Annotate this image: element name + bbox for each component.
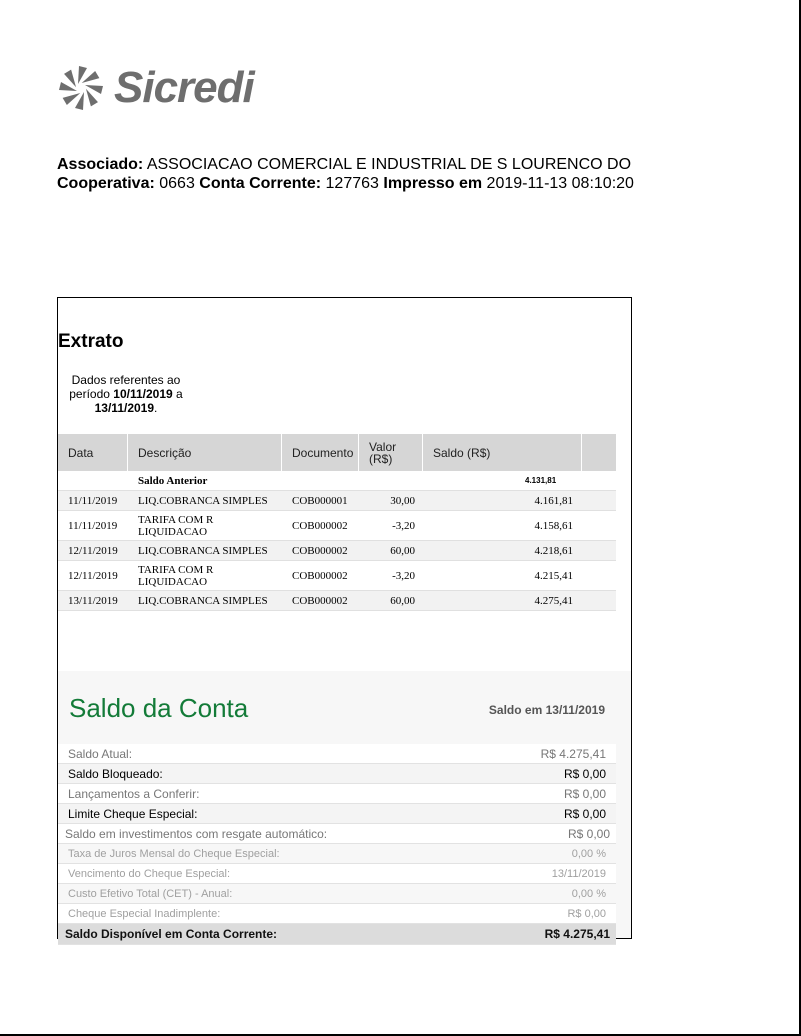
impresso-value: 2019-11-13 08:10:20 — [486, 175, 634, 192]
saldo-em-date: Saldo em 13/11/2019 — [488, 703, 605, 717]
summary-label: Saldo Atual: — [68, 746, 133, 761]
summary-label: Vencimento do Cheque Especial: — [68, 867, 231, 880]
row-descricao: TARIFA COM R LIQUIDACAO — [138, 563, 214, 588]
row-valor: -3,20 — [392, 569, 415, 582]
row-valor: 30,00 — [390, 494, 415, 507]
saldo-anterior-label: Saldo Anterior — [138, 475, 208, 487]
row-data: 12/11/2019 — [68, 569, 118, 582]
summary-label: Saldo em investimentos com resgate automático: — [65, 826, 328, 841]
total-label: Saldo Disponível em Conta Corrente: — [65, 927, 278, 941]
row-documento: COB000002 — [292, 594, 348, 607]
row-valor: -3,20 — [392, 519, 415, 532]
table-row — [58, 561, 616, 591]
summary-label: Limite Cheque Especial: — [68, 806, 198, 821]
statement-box — [57, 297, 632, 939]
row-saldo: 4.161,81 — [534, 494, 573, 507]
row-data: 12/11/2019 — [68, 544, 118, 557]
sicredi-logo — [56, 60, 254, 116]
account-header — [57, 155, 634, 193]
row-data: 11/11/2019 — [68, 494, 118, 507]
row-data: 13/11/2019 — [68, 594, 118, 607]
summary-value: R$ 0,00 — [567, 826, 610, 841]
row-saldo: 4.215,41 — [534, 569, 573, 582]
row-descricao: LIQ.COBRANCA SIMPLES — [138, 494, 268, 507]
table-row — [58, 491, 616, 511]
total-value: R$ 4.275,41 — [544, 927, 610, 941]
cooperativa-line — [57, 174, 634, 193]
col-documento: Documento — [282, 434, 359, 471]
summary-label: Taxa de Juros Mensal do Cheque Especial: — [68, 847, 280, 860]
summary-label: Custo Efetivo Total (CET) - Anual: — [68, 887, 233, 900]
table-header — [58, 434, 616, 471]
summary-value: 0,00 % — [571, 847, 606, 860]
col-descricao: Descrição — [128, 434, 282, 471]
inadimplente-row — [58, 904, 616, 924]
limite-cheque-row — [58, 804, 616, 824]
periodo-mid: a — [176, 387, 183, 401]
table-row — [58, 591, 616, 611]
cooperativa-label: Cooperativa: — [57, 175, 155, 192]
col-data: Data — [58, 434, 128, 471]
logo-text: Sicredi — [114, 63, 254, 112]
row-descricao: LIQ.COBRANCA SIMPLES — [138, 544, 268, 557]
row-valor: 60,00 — [390, 594, 415, 607]
extrato-title: Extrato — [58, 331, 124, 352]
sicredi-pinwheel-icon — [56, 63, 106, 113]
summary-value: 13/11/2019 — [551, 867, 606, 880]
conta-value: 127763 — [325, 175, 379, 192]
cooperativa-value: 0663 — [159, 175, 195, 192]
vencimento-row — [58, 864, 616, 884]
summary-value: R$ 4.275,41 — [540, 746, 606, 761]
col-empty — [582, 434, 616, 471]
saldo-anterior-row — [58, 472, 616, 491]
col-valor — [359, 434, 423, 471]
row-documento: COB000002 — [292, 519, 348, 532]
row-data: 11/11/2019 — [68, 519, 118, 532]
col-valor-label: Valor (R$) — [369, 439, 397, 466]
taxa-juros-row — [58, 844, 616, 864]
associado-line — [57, 155, 634, 174]
row-documento: COB000002 — [292, 569, 348, 582]
summary-value: R$ 0,00 — [563, 786, 606, 801]
summary-value: R$ 0,00 — [563, 766, 606, 781]
periodo-start: 10/11/2019 — [113, 387, 173, 401]
saldo-da-conta-title: Saldo da Conta — [69, 693, 249, 723]
summary-label: Saldo Bloqueado: — [68, 766, 163, 781]
row-saldo: 4.218,61 — [534, 544, 573, 557]
periodo-text — [64, 373, 188, 415]
summary-value: R$ 0,00 — [567, 907, 606, 920]
saldo-disponivel-row — [58, 924, 616, 945]
row-documento: COB000001 — [292, 494, 348, 507]
row-descricao: LIQ.COBRANCA SIMPLES — [138, 594, 268, 607]
saldo-bloqueado-row — [58, 764, 616, 784]
col-saldo: Saldo (R$) — [423, 434, 582, 471]
saldo-anterior-value: 4.131,81 — [525, 476, 557, 485]
associado-label: Associado: — [57, 156, 144, 173]
cet-row — [58, 884, 616, 904]
summary-label: Cheque Especial Inadimplente: — [68, 907, 221, 920]
saldo-atual-row — [58, 744, 616, 764]
row-documento: COB000002 — [292, 544, 348, 557]
summary-value: R$ 0,00 — [563, 806, 606, 821]
investimentos-row — [58, 824, 616, 844]
associado-value: ASSOCIACAO COMERCIAL E INDUSTRIAL DE S LOURENCO DO — [146, 156, 632, 173]
lancamentos-row — [58, 784, 616, 804]
row-valor: 60,00 — [390, 544, 415, 557]
summary-label: Lançamentos a Conferir: — [68, 786, 200, 801]
table-row — [58, 511, 616, 541]
impresso-label: Impresso em — [383, 175, 483, 192]
summary-value: 0,00 % — [571, 887, 606, 900]
periodo-end: 13/11/2019 — [94, 401, 155, 415]
table-row — [58, 541, 616, 561]
periodo-prefix: Dados referentes ao período — [69, 373, 181, 401]
periodo-suffix: . — [154, 401, 158, 415]
row-saldo: 4.275,41 — [534, 594, 573, 607]
row-saldo: 4.158,61 — [534, 519, 573, 532]
row-descricao: TARIFA COM R LIQUIDACAO — [138, 513, 214, 538]
conta-label: Conta Corrente: — [199, 175, 322, 192]
